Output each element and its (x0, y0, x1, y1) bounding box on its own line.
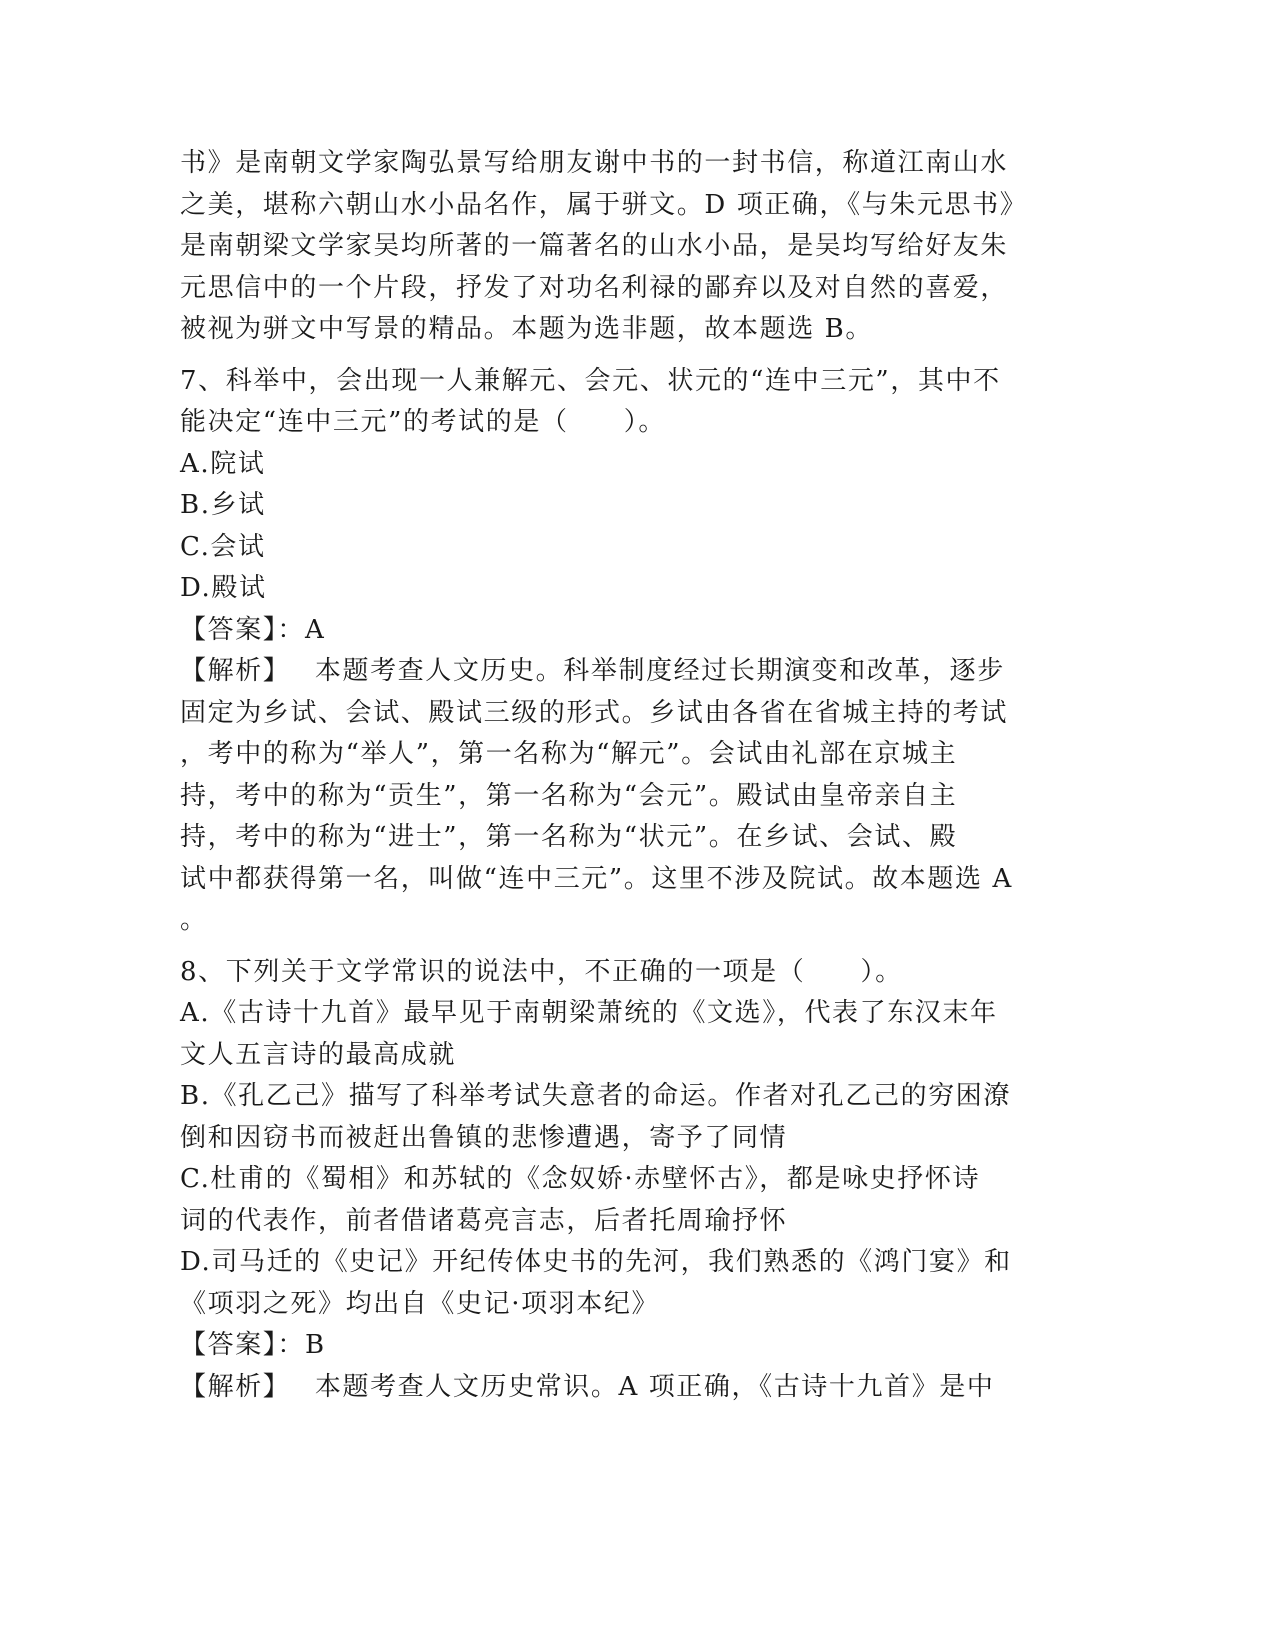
option-d: D.殿试 (180, 573, 267, 603)
option-a: 文人五言诗的最高成就 (180, 1039, 457, 1070)
option-c: C.会试 (180, 531, 266, 562)
analysis-line: 持，考中的称为“贡生”，第一名称为“会元”。殿试由皇帝亲自主 (180, 780, 958, 811)
option-d: 《项羽之死》均出自《史记·项羽本纪》 (180, 1288, 660, 1319)
paragraph-gap (180, 351, 1040, 361)
analysis-line: 持，考中的称为“进士”，第一名称为“状元”。在乡试、会试、殿 (180, 822, 958, 852)
text-line: 书》是南朝文学家陶弘景写给朋友谢中书的一封书信，称道江南山水 (180, 148, 1009, 178)
option-b: B.《孔乙己》描写了科举考试失意者的命运。作者对孔乙己的穷困潦 (180, 1081, 1011, 1111)
analysis-line: 固定为乡试、会试、殿试三级的形式。乡试由各省在省城主持的考试 (180, 697, 1009, 728)
answer-line: 【答案】：B (180, 1330, 326, 1360)
question-stem: 7、科举中，会出现一人兼解元、会元、状元的“连中三元”，其中不 (180, 365, 1001, 396)
analysis-line: 试中都获得第一名，叫做“连中三元”。这里不涉及院试。故本题选 A (180, 863, 1013, 894)
analysis-line: ，考中的称为“举人”，第一名称为“解元”。会试由礼部在京城主 (180, 739, 958, 769)
option-c: 词的代表作，前者借诸葛亮言志，后者托周瑜抒怀 (180, 1205, 788, 1236)
question-7 (180, 361, 1040, 942)
document-page (180, 143, 1040, 1408)
analysis-line: 【解析】 本题考查人文历史常识。A 项正确，《古诗十九首》是中 (180, 1371, 995, 1402)
answer-line: 【答案】：A (180, 614, 326, 645)
intro-paragraph (180, 143, 1040, 351)
paragraph-gap (180, 942, 1040, 952)
option-c: C.杜甫的《蜀相》和苏轼的《念奴娇·赤壁怀古》，都是咏史抒怀诗 (180, 1164, 981, 1194)
question-stem: 8、下列关于文学常识的说法中，不正确的一项是（ ）。 (180, 956, 903, 987)
option-a: A.院试 (180, 448, 266, 479)
question-stem: 能决定“连中三元”的考试的是（ ）。 (180, 407, 666, 437)
analysis-line: 。 (180, 905, 208, 935)
text-line: 元思信中的一个片段，抒发了对功名利禄的鄙弃以及对自然的喜爱， (180, 272, 1009, 303)
option-d: D.司马迁的《史记》开纪传体史书的先河，我们熟悉的《鸿门宴》和 (180, 1247, 1012, 1277)
option-b: B.乡试 (180, 490, 266, 520)
option-b: 倒和因窃书而被赶出鲁镇的悲惨遭遇，寄予了同情 (180, 1122, 788, 1153)
option-a: A.《古诗十九首》最早见于南朝梁萧统的《文选》，代表了东汉末年 (180, 998, 998, 1028)
text-line: 被视为骈文中写景的精品。本题为选非题，故本题选 B。 (180, 314, 873, 344)
text-line: 之美，堪称六朝山水小品名作，属于骈文。D 项正确，《与朱元思书》 (180, 189, 1028, 220)
text-line: 是南朝梁文学家吴均所著的一篇著名的山水小品，是吴均写给好友朱 (180, 231, 1009, 261)
question-8 (180, 952, 1040, 1409)
analysis-line: 【解析】 本题考查人文历史。科举制度经过长期演变和改革，逐步 (180, 656, 1005, 686)
